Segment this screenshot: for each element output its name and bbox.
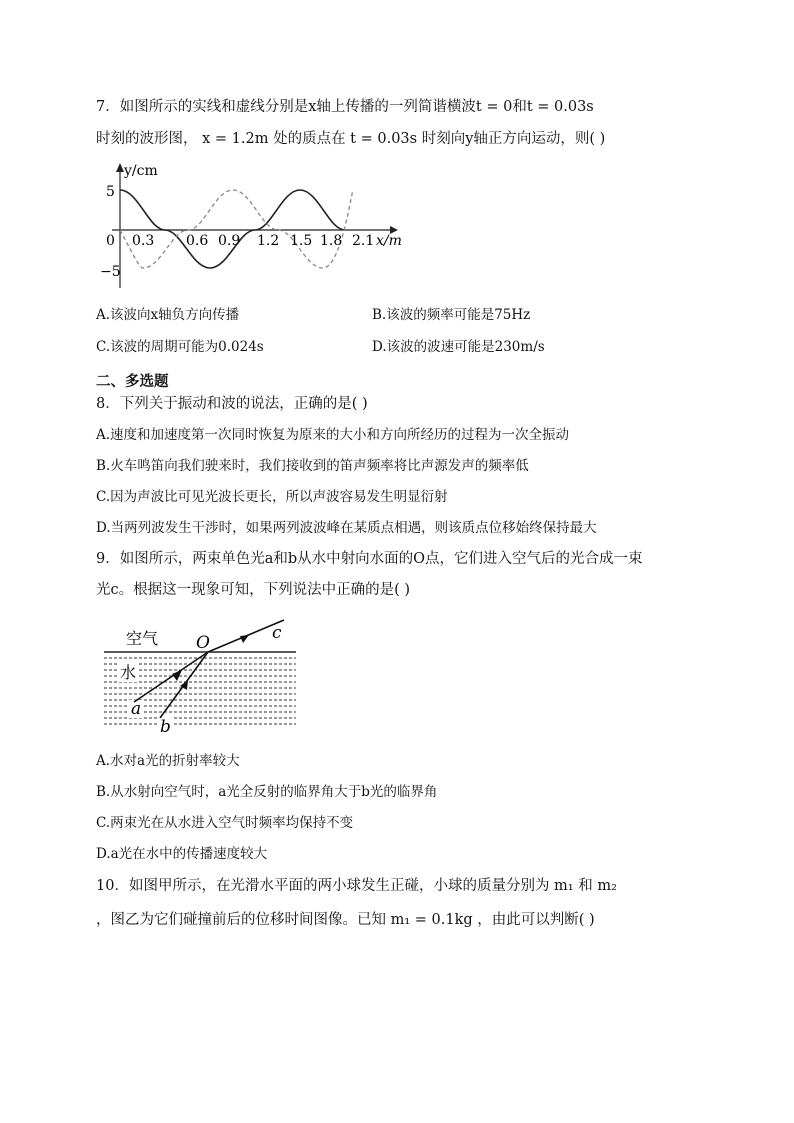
q7-stem-line1: 7．如图所示的实线和虚线分别是x轴上传播的一列简谐横波t = 0和t = 0.03s <box>96 99 594 115</box>
q9-stem-line2: 光c。根据这一现象可知，下列说法中正确的是( ) <box>96 582 411 598</box>
y-tick-5: 5 <box>106 184 115 200</box>
x-axis-label: x/m <box>376 233 402 249</box>
x-tick-2.1: 2.1 <box>352 233 375 249</box>
q10-stem-line1: 10．如图甲所示，在光滑水平面的两小球发生正碰，小球的质量分别为 m₁ 和 m₂ <box>96 878 617 894</box>
q8-option-c[interactable]: C.因为声波比可见光波长更长，所以声波容易发生明显衍射 <box>96 489 448 505</box>
q8-option-d[interactable]: D.当两列波发生干涉时，如果两列波波峰在某质点相遇，则该质点位移始终保持最大 <box>96 520 597 536</box>
point-o-label: O <box>196 633 210 653</box>
solid-wave-t0 <box>120 190 345 268</box>
x-tick-0.6: 0.6 <box>186 233 209 249</box>
q10-stem-line2: ，图乙为它们碰撞前后的位移时间图像。已知 m₁ = 0.1kg ，由此可以判断( ) <box>96 912 595 928</box>
x-tick-1.2: 1.2 <box>257 233 280 249</box>
y-axis-arrow-icon <box>116 163 124 172</box>
section-title: 二、多选题 <box>96 373 169 390</box>
ray-a-label: a <box>131 699 142 719</box>
ray-c-label: c <box>272 623 282 643</box>
q9-stem-line1: 9．如图所示，两束单色光a和b从水中射向水面的O点，它们进入空气后的光合成一束 <box>96 551 643 567</box>
q8-option-a[interactable]: A.速度和加速度第一次同时恢复为原来的大小和方向所经历的过程为一次全振动 <box>96 427 570 443</box>
q8-stem: 8．下列关于振动和波的说法，正确的是( ) <box>96 396 368 412</box>
q9-option-d[interactable]: D.a光在水中的传播速度较大 <box>96 846 268 862</box>
q7-option-d[interactable]: D.该波的波速可能是230m/s <box>372 339 545 355</box>
x-tick-1.5: 1.5 <box>290 233 313 249</box>
q7-wave-figure <box>96 156 406 292</box>
x-tick-1.8: 1.8 <box>320 233 343 249</box>
origin-label: 0 <box>106 233 115 249</box>
ray-b-label: b <box>160 717 171 737</box>
air-label: 空气 <box>126 629 159 648</box>
q9-refraction-figure <box>100 616 300 738</box>
q8-option-b[interactable]: B.火车鸣笛向我们驶来时，我们接收到的笛声频率将比声源发声的频率低 <box>96 458 529 474</box>
q7-option-c[interactable]: C.该波的周期可能为0.024s <box>96 339 264 355</box>
y-tick-neg5: −5 <box>100 264 121 280</box>
q9-option-a[interactable]: A.水对a光的折射率较大 <box>96 753 240 769</box>
y-axis-label: y/cm <box>124 163 158 179</box>
q9-option-c[interactable]: C.两束光在从水进入空气时频率均保持不变 <box>96 815 354 831</box>
x-tick-0.9: 0.9 <box>218 233 241 249</box>
ray-c-arrow-icon <box>240 635 249 643</box>
water-label: 水 <box>120 663 137 682</box>
q7-stem-line2: 时刻的波形图， x = 1.2m 处的质点在 t = 0.03s 时刻向y轴正方向运动，则( ) <box>96 131 606 147</box>
ray-a <box>134 652 208 702</box>
q7-option-b[interactable]: B.该波的频率可能是75Hz <box>372 307 531 323</box>
x-tick-0.3: 0.3 <box>132 233 155 249</box>
ray-a-arrow-icon <box>172 670 182 681</box>
q9-option-b[interactable]: B.从水射向空气时，a光全反射的临界角大于b光的临界角 <box>96 784 438 800</box>
q7-option-a[interactable]: A.该波向x轴负方向传播 <box>96 307 240 323</box>
